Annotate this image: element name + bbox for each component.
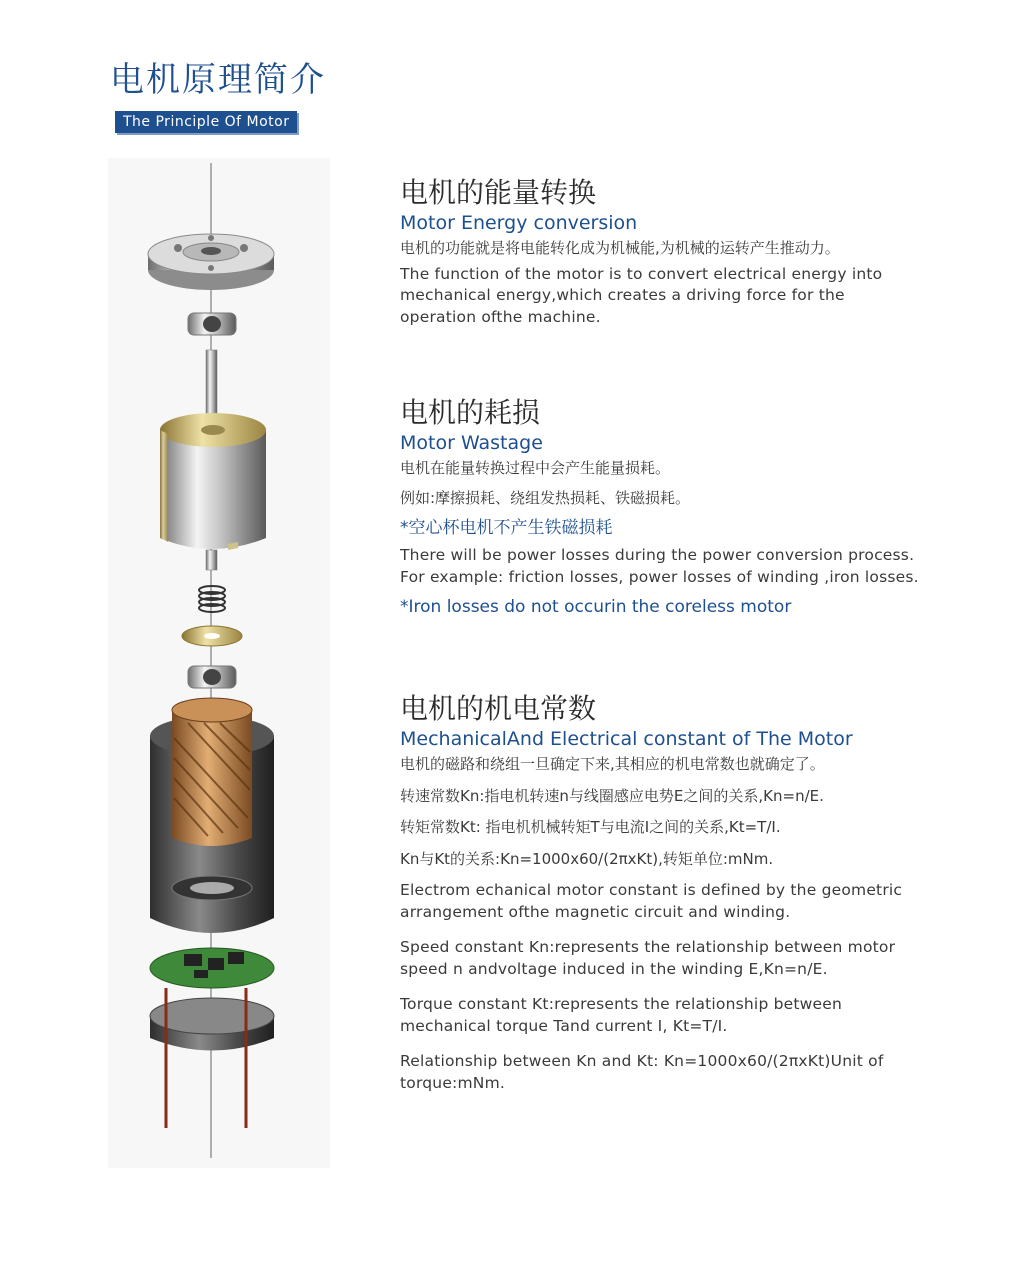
text-line: operation ofthe machine.	[400, 307, 601, 326]
text-line: 例如:摩擦损耗、绕组发热损耗、铁磁损耗。	[400, 488, 691, 507]
subtitle-badge: The Principle Of Motor	[115, 111, 297, 133]
section-motor-wastage	[400, 396, 960, 618]
text-line: 电机的磁路和绕组一旦确定下来,其相应的机电常数也就确定了。	[400, 755, 825, 773]
section-title-en: Motor Energy conversion	[400, 212, 638, 234]
text-line: torque:mNm.	[400, 1073, 506, 1092]
coreless-winding-housing-part	[150, 698, 274, 933]
magnet-cylinder-part	[160, 413, 266, 550]
flange-part	[148, 234, 274, 290]
text-line: Electrom echanical motor constant is defined by the geometric	[400, 881, 903, 899]
text-line: mechanical energy,which creates a driving force for the	[400, 286, 845, 304]
text-line: 转速常数Kn:指电机转速n与线圈感应电势E之间的关系,Kn=n/E.	[400, 786, 824, 805]
section-title-zh: 电机的机电常数	[400, 692, 597, 725]
page-title: 电机原理简介	[110, 60, 326, 100]
text-line: 电机在能量转换过程中会产生能量损耗。	[400, 459, 671, 477]
coreless-note-zh: *空心杯电机不产生铁磁损耗	[400, 518, 613, 538]
section-title-en: MechanicalAnd Electrical constant of The Motor	[400, 728, 853, 750]
pcb-board-part	[150, 948, 274, 988]
text-line: arrangement ofthe magnetic circuit and winding.	[400, 902, 791, 921]
text-line: mechanical torque Tand current I, Kt=T/I.	[400, 1016, 728, 1035]
section-title-zh: 电机的能量转换	[400, 176, 597, 209]
section-energy-conversion	[400, 176, 960, 328]
motor-exploded-illustration	[108, 158, 330, 1168]
section-electromechanical-constant	[400, 692, 960, 1094]
section-title-en: Motor Wastage	[400, 432, 543, 454]
text-line: 转矩常数Kt: 指电机机械转矩T与电流I之间的关系,Kt=T/I.	[400, 818, 781, 836]
coreless-note-en: *Iron losses do not occurin the coreless motor	[400, 597, 792, 617]
text-line: The function of the motor is to convert electrical energy into	[400, 264, 883, 283]
upper-bearing-part	[188, 313, 236, 335]
washer-part	[182, 626, 242, 646]
text-line: Relationship between Kn and Kt: Kn=1000x60/(2πxKt)Unit of	[400, 1052, 884, 1070]
section-title-zh: 电机的耗损	[400, 396, 541, 429]
text-line: 电机的功能就是将电能转化成为机械能,为机械的运转产生推动力。	[400, 239, 840, 257]
text-line: For example: friction losses, power losses of winding ,iron losses.	[400, 567, 919, 586]
text-line: speed n andvoltage induced in the winding E,Kn=n/E.	[400, 959, 828, 978]
text-line: Torque constant Kt:represents the relationship between	[400, 995, 843, 1013]
text-line: There will be power losses during the power conversion process.	[400, 546, 915, 564]
text-line: Speed constant Kn:represents the relationship between motor	[400, 938, 896, 956]
end-cap-part	[150, 998, 274, 1051]
lower-bearing-part	[188, 666, 236, 688]
text-line: Kn与Kt的关系:Kn=1000x60/(2πxKt),转矩单位:mNm.	[400, 849, 774, 868]
